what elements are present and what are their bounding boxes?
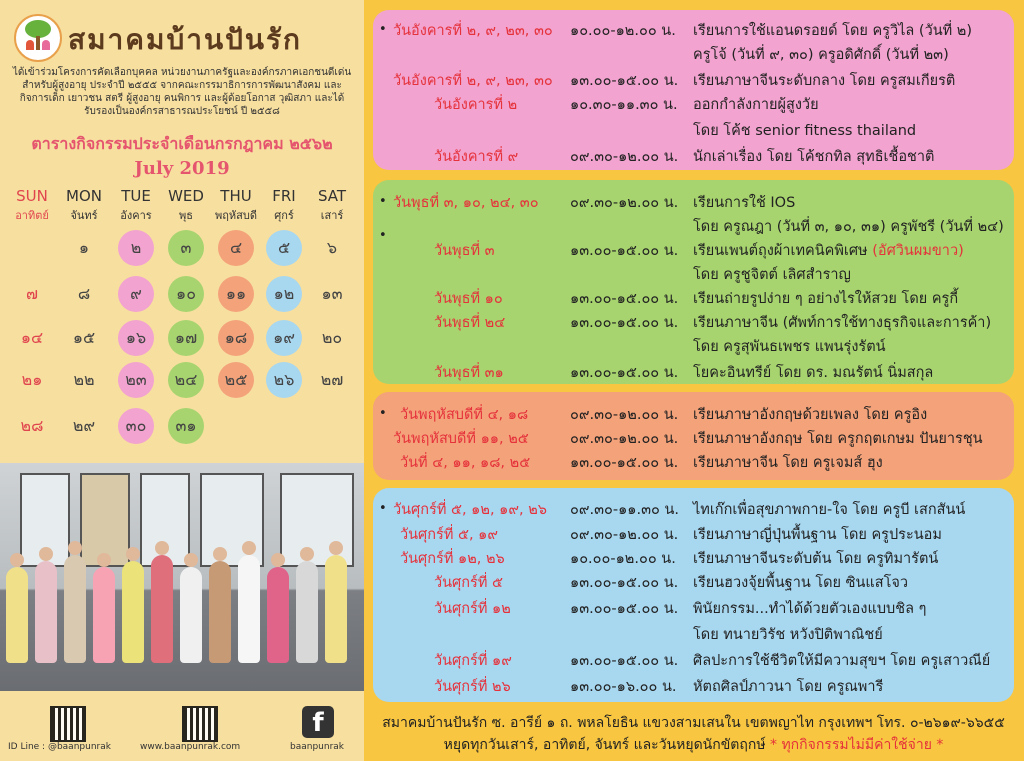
calendar-day: ๒๓: [118, 362, 154, 398]
activity-day: วันศุกร์ที่ ๑๒, ๒๖: [400, 551, 505, 567]
calendar-day: ๓: [168, 230, 204, 266]
activity-time: ๑๓.๐๐-๑๕.๐๐ น.: [570, 653, 679, 669]
activity-day: วันพุธที่ ๒๔: [434, 315, 506, 331]
calendar-day: ๑๗: [168, 320, 204, 356]
calendar-day: ๖: [326, 238, 338, 257]
calendar-day: ๒๒: [73, 370, 95, 389]
line-id: ID Line : @baanpunrak: [8, 742, 111, 752]
closing-days: หยุดทุกวันเสาร์, อาทิตย์, จันทร์ และวันหยุดนักขัตฤกษ์ * ทุกกิจกรรมไม่มีค่าใช้จ่าย *: [443, 737, 944, 753]
activity-description: เรียนภาษาจีนระดับต้น โดย ครูทิมารัตน์: [693, 551, 939, 567]
activity-description: ออกกำลังกายผู้สูงวัย: [693, 97, 819, 113]
calendar-day: ๑๔: [20, 328, 44, 347]
activity-description: เรียนภาษาจีน (ศัพท์การใช้ทางธุรกิจและการค้า): [693, 315, 992, 331]
activity-time: ๑๓.๐๐-๑๕.๐๐ น.: [570, 291, 679, 307]
activity-description: เรียนการใช้แอนดรอยด์ โดย ครูวิไล (วันที่ ๒): [693, 23, 973, 39]
activity-day: วันอังคารที่ ๒, ๙, ๒๓, ๓๐: [393, 73, 553, 89]
activity-day: วันศุกร์ที่ ๕, ๑๙: [400, 527, 499, 543]
activity-time: ๑๐.๐๐-๑๒.๐๐ น.: [570, 551, 676, 567]
activity-description: เรียนภาษาจีนระดับกลาง โดย ครูสมเกียรติ: [693, 73, 956, 89]
activity-description: นักเล่าเรื่อง โดย โค้ชกทิล สุทธิเชื้อชาติ: [693, 149, 935, 165]
line-qr-code: [50, 706, 86, 742]
calendar-day: ๒๔: [168, 362, 204, 398]
activity-time: ๐๙.๓๐-๑๒.๐๐ น.: [570, 149, 679, 165]
bullet-marker: •: [379, 22, 387, 37]
activity-time: ๑๓.๐๐-๑๕.๐๐ น.: [570, 601, 679, 617]
calendar-day: ๒: [118, 230, 154, 266]
calendar-day: ๒๙: [72, 416, 96, 435]
activity-time: ๑๐.๐๐-๑๒.๐๐ น.: [570, 23, 676, 39]
activity-time: ๐๙.๓๐-๑๒.๐๐ น.: [570, 407, 679, 423]
activity-description: เรียนภาษาจีน โดย ครูเจมส์ ฮุง: [693, 455, 883, 471]
activity-description: เรียนถ่ายรูปง่าย ๆ อย่างไรให้สวย โดย ครูกี้: [693, 291, 959, 307]
activity-day: วันศุกร์ที่ ๕: [434, 575, 503, 591]
calendar-day: ๗: [25, 284, 39, 303]
activity-description: เรียนภาษาอังกฤษด้วยเพลง โดย ครูอิง: [693, 407, 928, 423]
activity-day: วันศุกร์ที่ ๒๖: [434, 679, 511, 695]
weekday-fri: FRI ศุกร์: [272, 187, 296, 222]
activity-day: วันพฤหัสบดีที่ ๔, ๑๘: [400, 407, 529, 423]
activity-description: โดย ครูสุพันธเพชร แพนรุ่งรัตน์: [693, 339, 886, 355]
activity-day: วันอังคารที่ ๙: [434, 149, 519, 165]
activity-time: ๑๐.๓๐-๑๑.๓๐ น.: [570, 97, 678, 113]
activity-day: วันศุกร์ที่ ๑๙: [434, 653, 512, 669]
activity-day: วันศุกร์ที่ ๕, ๑๒, ๑๙, ๒๖: [393, 502, 547, 518]
activity-day: วันศุกร์ที่ ๑๒: [434, 601, 511, 617]
weekday-wed: WED พุธ: [168, 187, 204, 222]
activity-time: ๑๓.๐๐-๑๕.๐๐ น.: [570, 243, 679, 259]
calendar-day: ๙: [118, 276, 154, 312]
activity-day: วันอังคารที่ ๒, ๙, ๒๓, ๓๐: [393, 23, 553, 39]
calendar-day: ๓๐: [118, 408, 154, 444]
activity-time: ๑๓.๐๐-๑๕.๐๐ น.: [570, 575, 679, 591]
calendar-day: ๒๐: [321, 328, 343, 347]
weekday-sun: SUN อาทิตย์: [15, 187, 49, 222]
bullet-marker: •: [379, 406, 387, 421]
activity-description: โดย ครูชูจิตต์ เลิศสำราญ: [693, 267, 851, 283]
activity-day: วันที่ ๔, ๑๑, ๑๘, ๒๕: [400, 455, 531, 471]
activity-description: เรียนภาษาญี่ปุ่นพื้นฐาน โดย ครูประนอม: [693, 527, 942, 543]
activity-day: วันพุธที่ ๓, ๑๐, ๒๔, ๓๐: [393, 195, 539, 211]
calendar-day: ๑๖: [118, 320, 154, 356]
calendar-day: ๑๒: [266, 276, 302, 312]
weekday-mon: MON จันทร์: [66, 187, 102, 222]
activity-description: ไทเก๊กเพื่อสุขภาพกาย-ใจ โดย ครูบี เสกสันน์: [693, 502, 966, 518]
activity-description: หัตถศิลป์ภาวนา โดย ครูณพารี: [693, 679, 884, 695]
org-intro: ได้เข้าร่วมโครงการคัดเลือกบุคคล หน่วยงานภาครัฐและองค์กรภาคเอกชนดีเด่น สำหรับผู้สูงอายุ ประจำปี ๒๕๕๕ จากคณะกรรมาธิการการพัฒนาสังคม และกิจการเด็ก เยาวชน สตรี ผู้สูงอายุ คนพิการ และผู้ด้อยโอกาส วุฒิสภา และได้รับรองเป็นองค์กรสาธารณประโยชน์ ปี ๒๕๕๘: [12, 67, 352, 117]
activity-time: ๑๓.๐๐-๑๕.๐๐ น.: [570, 73, 679, 89]
activity-description: โดย ทนายวิรัช หวังปิติพาณิชย์: [693, 627, 883, 643]
activity-description: โดย ครูณฎา (วันที่ ๓, ๑๐, ๓๑) ครูพัชรี (วันที่ ๒๔): [693, 219, 1004, 235]
calendar-day: ๑๕: [72, 328, 96, 347]
calendar-day: ๒๑: [21, 370, 43, 389]
address: สมาคมบ้านปันรัก ซ. อารีย์ ๑ ถ. พหลโยธิน แขวงสามเสนใน เขตพญาไท กรุงเทพฯ โทร. ๐-๒๖๑๙-๖๖๕๕: [382, 715, 1005, 731]
calendar-day: ๑๑: [218, 276, 254, 312]
weekday-tue: TUE อังคาร: [120, 187, 152, 222]
weekday-thu: THU พฤหัสบดี: [214, 187, 257, 222]
activity-description: เรียนการใช้ IOS: [693, 195, 796, 211]
activity-time: ๑๓.๐๐-๑๕.๐๐ น.: [570, 315, 679, 331]
calendar-day: ๘: [77, 284, 91, 303]
activity-time: ๑๓.๐๐-๑๖.๐๐ น.: [570, 679, 677, 695]
activity-time: ๐๙.๓๐-๑๒.๐๐ น.: [570, 527, 679, 543]
activity-time: ๐๙.๓๐-๑๒.๐๐ น.: [570, 431, 679, 447]
activity-description: พินัยกรรม...ทำได้ด้วยตัวเองแบบชิล ๆ: [693, 601, 927, 617]
activity-description: โยคะอินทรีย์ โดย ดร. มณรัตน์ นิ่มสกุล: [693, 365, 934, 381]
activity-day: วันอังคารที่ ๒: [434, 97, 518, 113]
calendar-day: ๑: [78, 238, 90, 257]
calendar-day: ๑๙: [266, 320, 302, 356]
activity-description: โดย โค้ช senior fitness thailand: [693, 123, 917, 139]
calendar-day: ๓๑: [168, 408, 204, 444]
activity-description: ศิลปะการใช้ชีวิตให้มีความสุขฯ โดย ครูเสาวณีย์: [693, 653, 991, 669]
weekday-sat: SAT เสาร์: [317, 187, 347, 222]
activity-day: วันพุธที่ ๑๐: [434, 291, 503, 307]
org-name: สมาคมบ้านปันรัก: [68, 23, 302, 56]
activity-day: วันพฤหัสบดีที่ ๑๑, ๒๕: [393, 431, 529, 447]
calendar-day: ๒๗: [320, 370, 344, 389]
activity-day: วันพุธที่ ๓๑: [434, 365, 504, 381]
bullet-marker: •: [379, 194, 387, 209]
activity-time: ๐๙.๓๐-๑๑.๓๐ น.: [570, 502, 679, 518]
calendar-day: ๑๓: [321, 284, 343, 303]
calendar-day: ๒๖: [266, 362, 302, 398]
calendar-month: July 2019: [134, 158, 230, 179]
activity-time: ๐๙.๓๐-๑๒.๐๐ น.: [570, 195, 679, 211]
website[interactable]: www.baanpunrak.com: [140, 742, 241, 752]
calendar-day: ๒๕: [218, 362, 254, 398]
bullet-marker: •: [379, 228, 387, 243]
calendar-day: ๑๐: [168, 276, 204, 312]
activity-description: เรียนเพนต์ถุงผ้าเทคนิคพิเศษ (อัศวินผมขาว): [693, 243, 964, 259]
calendar-day: ๒๘: [20, 416, 44, 435]
facebook-icon[interactable]: f: [302, 706, 334, 738]
activity-description: เรียนภาษาอังกฤษ โดย ครูกฤตเกษม ปันยารชุน: [693, 431, 983, 447]
calendar-day: ๔: [218, 230, 254, 266]
calendar-day: ๕: [266, 230, 302, 266]
activity-description: เรียนฮวงจุ้ยพื้นฐาน โดย ซินแสโจว: [693, 575, 909, 591]
web-qr-code: [182, 706, 218, 742]
activity-time: ๑๓.๐๐-๑๕.๐๐ น.: [570, 365, 679, 381]
activity-day: วันพุธที่ ๓: [434, 243, 495, 259]
schedule-title: ตารางกิจกรรมประจำเดือนกรกฎาคม ๒๕๖๒: [31, 134, 333, 153]
facebook-name: baanpunrak: [290, 742, 344, 752]
group-photo: [0, 463, 364, 691]
org-logo: [14, 14, 62, 62]
activity-description: ครูโจ้ (วันที่ ๙, ๓๐) ครูอดิศักดิ์ (วันที่ ๒๓): [693, 47, 949, 63]
activity-time: ๑๓.๐๐-๑๕.๐๐ น.: [570, 455, 679, 471]
calendar-day: ๑๘: [218, 320, 254, 356]
bullet-marker: •: [379, 501, 387, 516]
